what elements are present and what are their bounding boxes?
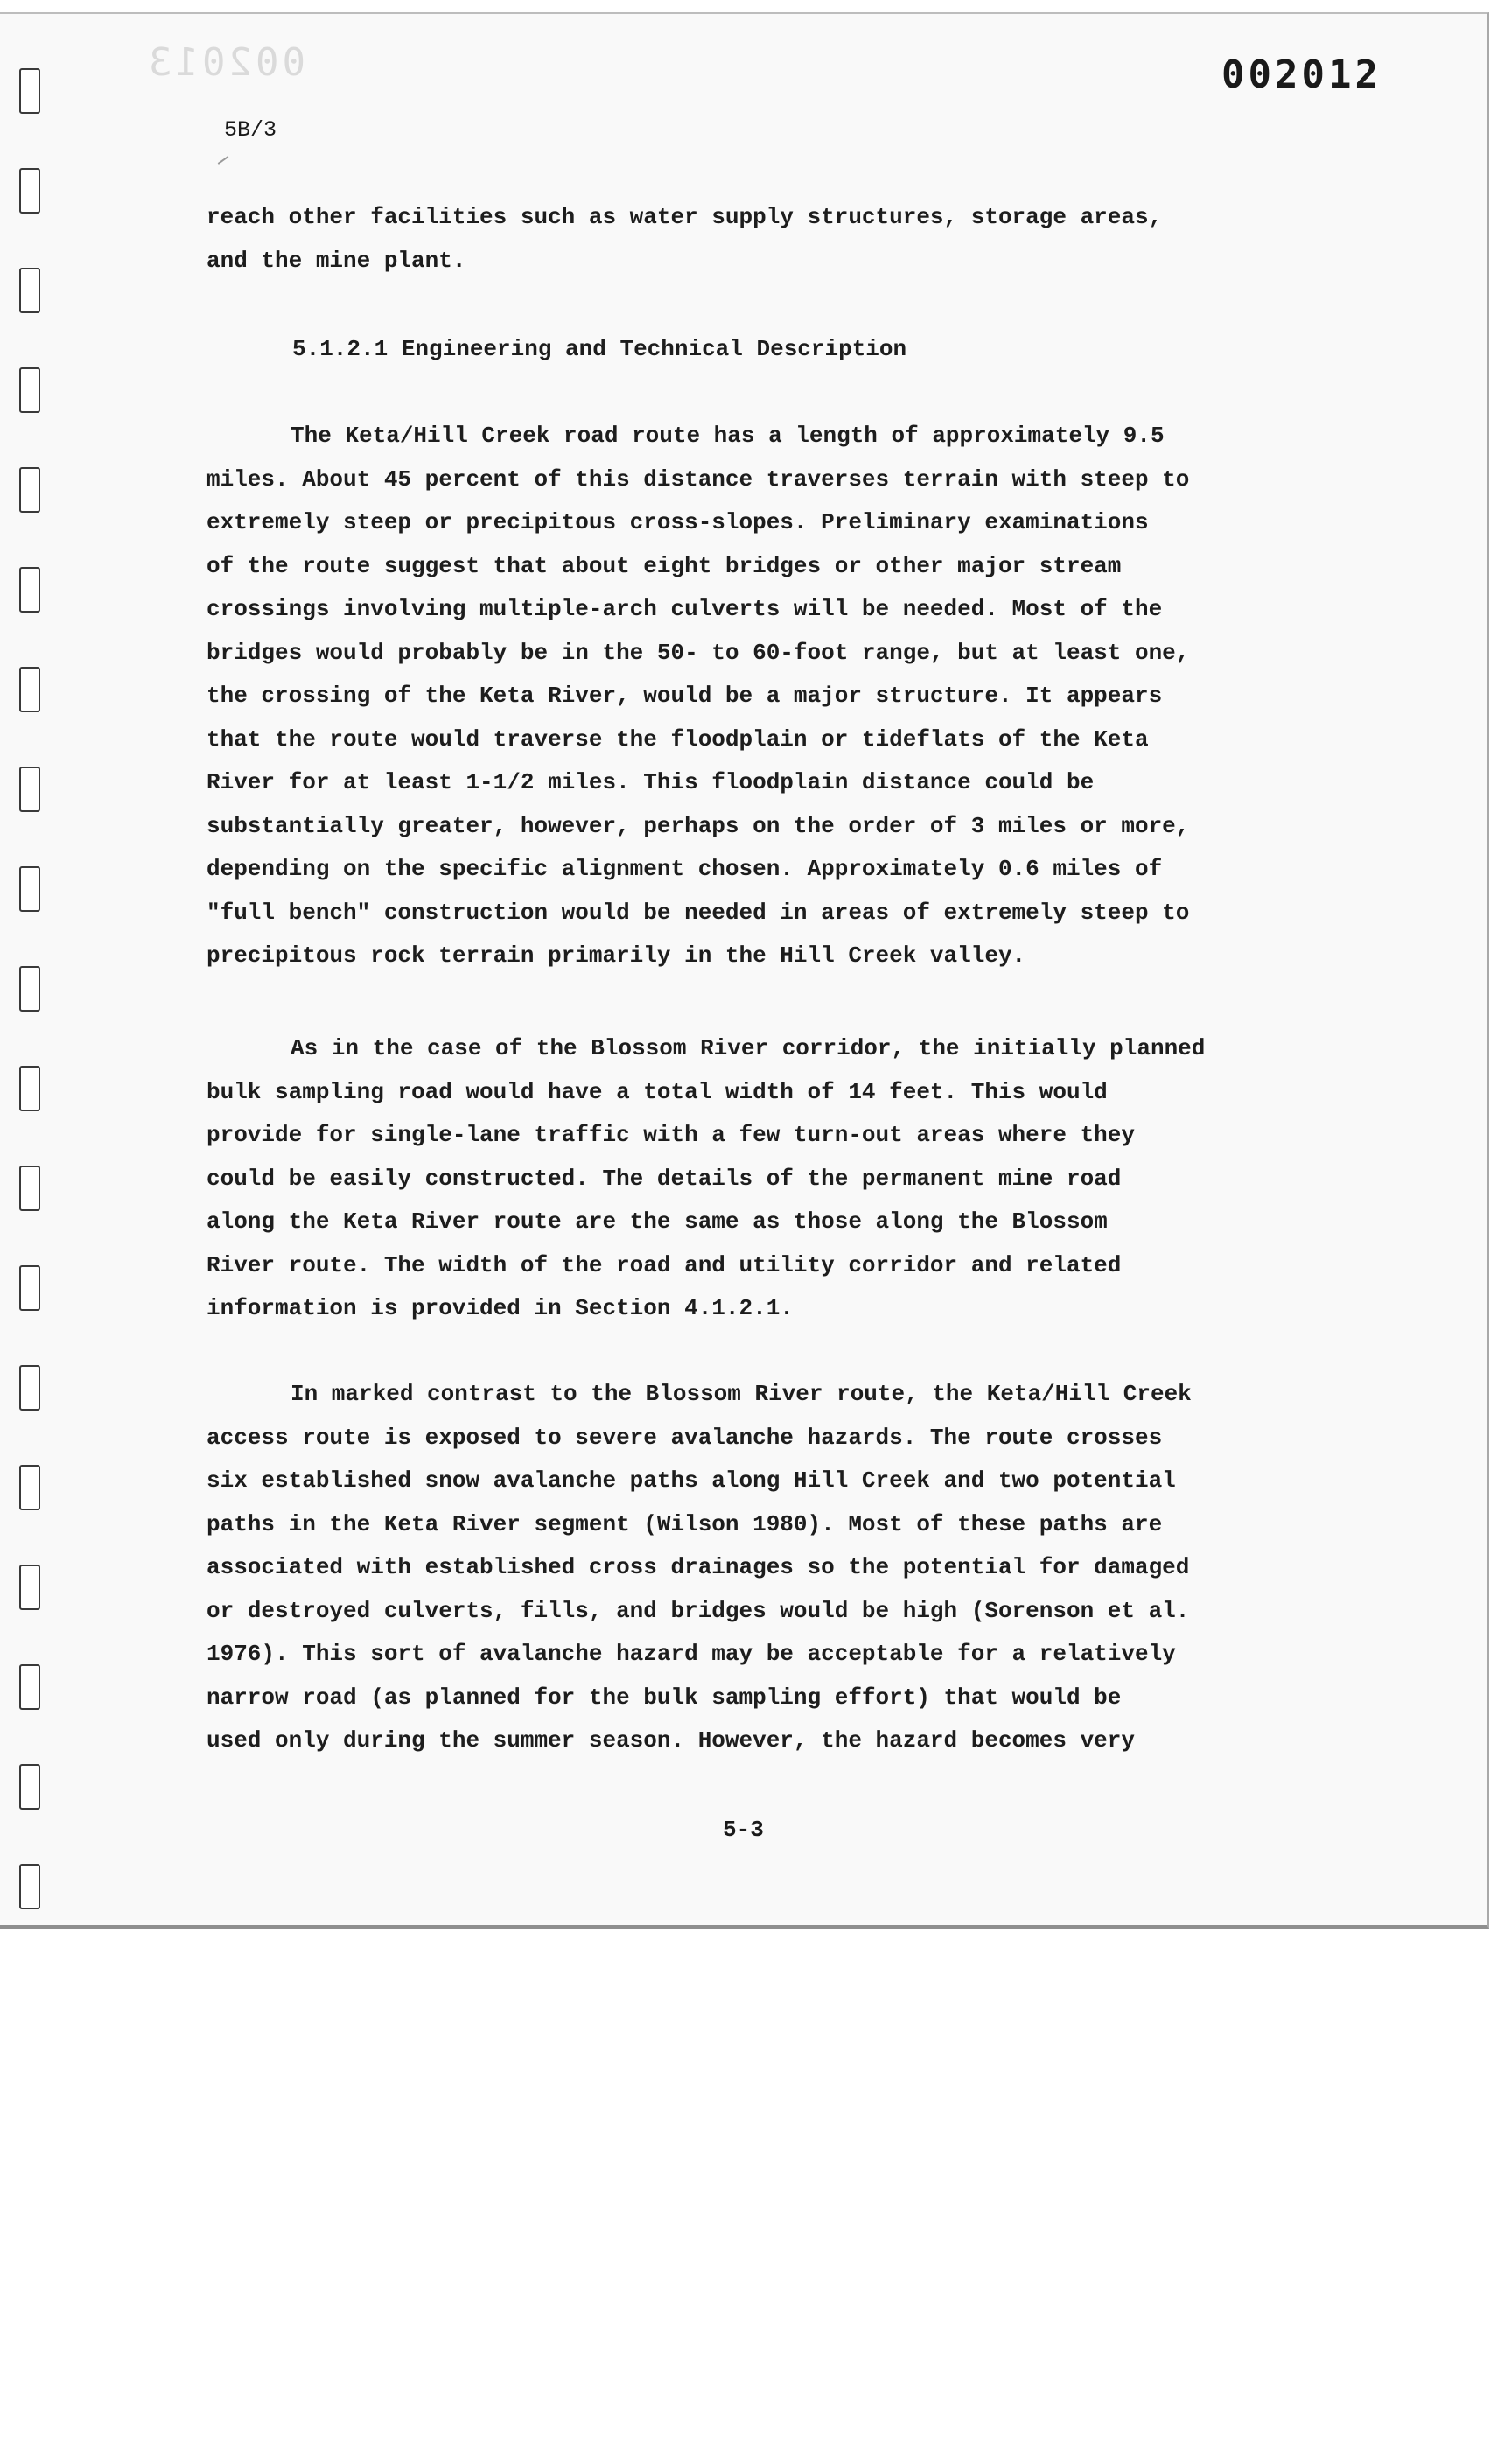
punch-hole: [19, 966, 40, 1012]
intro-text-block: [206, 196, 1288, 283]
bleed-through-stamp: 002013: [145, 40, 305, 85]
punch-hole: [19, 1166, 40, 1211]
punch-hole: [19, 1764, 40, 1810]
paragraph-block-2: [206, 1027, 1288, 1331]
punch-hole: [19, 68, 40, 114]
punch-hole: [19, 1066, 40, 1111]
punch-hole: [19, 1564, 40, 1610]
paragraph-2: As in the case of the Blossom River corridor, the initially planned bulk sampling road would have a total width of 14 feet. This would provide for single-lane traffic with a few turn-out areas where they could be easily constructed. The details of the permanent mine road along the Keta River route are the same as those along the Blossom River route. The width of the road and utility corridor and related information is provided in Section 4.1.2.1.: [206, 1035, 1206, 1321]
punch-hole: [19, 1664, 40, 1710]
punch-hole: [19, 368, 40, 413]
paragraph-block-1: [206, 415, 1288, 978]
punch-hole: [19, 1365, 40, 1410]
pen-mark: [218, 156, 229, 164]
punch-hole: [19, 1265, 40, 1311]
binder-punch-holes: [19, 68, 40, 1888]
paragraph-block-3: [206, 1373, 1288, 1763]
punch-hole: [19, 667, 40, 712]
punch-hole: [19, 1465, 40, 1510]
punch-hole: [19, 268, 40, 313]
section-reference: 5B/3: [224, 117, 277, 143]
section-heading: 5.1.2.1 Engineering and Technical Description: [292, 336, 907, 362]
page-number: 5-3: [723, 1816, 764, 1843]
punch-hole: [19, 766, 40, 812]
intro-paragraph: reach other facilities such as water supply structures, storage areas, and the mine plant.: [206, 204, 1163, 274]
punch-hole: [19, 1864, 40, 1909]
document-page: [0, 12, 1489, 1928]
paragraph-1: The Keta/Hill Creek road route has a length of approximately 9.5 miles. About 45 percent of this distance traverses terrain with steep to extremely steep or precipitous cross-slopes. Preliminary examinations of the route suggest that about eight bridges or other major stream crossings involving multiple-arch culverts will be needed. Most of the bridges would probably be in the 50- to 60-foot range, but at least one, the crossing of the Keta River, would be a major structure. It appears that the route would traverse the floodplain or tideflats of the Keta River for at least 1-1/2 miles. This floodplain distance could be substantially greater, however, perhaps on the order of 3 miles or more, depending on the specific alignment chosen. Approximately 0.6 miles of "full bench" construction would be needed in areas of extremely steep to precipitous rock terrain primarily in the Hill Creek valley.: [206, 423, 1190, 969]
punch-hole: [19, 467, 40, 513]
paragraph-3: In marked contrast to the Blossom River route, the Keta/Hill Creek access route is exposed to severe avalanche hazards. The route crosses six established snow avalanche paths along Hill Creek and two potential paths in the Keta River segment (Wilson 1980). Most of these paths are associated with established cross drainages so the potential for damaged or destroyed culverts, fills, and bridges would be high (Sorenson et al. 1976). This sort of avalanche hazard may be acceptable for a relatively narrow road (as planned for the bulk sampling effort) that would be used only during the summer season. However, the hazard becomes very: [206, 1381, 1192, 1754]
document-number: 002012: [1222, 52, 1382, 97]
punch-hole: [19, 168, 40, 214]
punch-hole: [19, 866, 40, 912]
punch-hole: [19, 567, 40, 612]
